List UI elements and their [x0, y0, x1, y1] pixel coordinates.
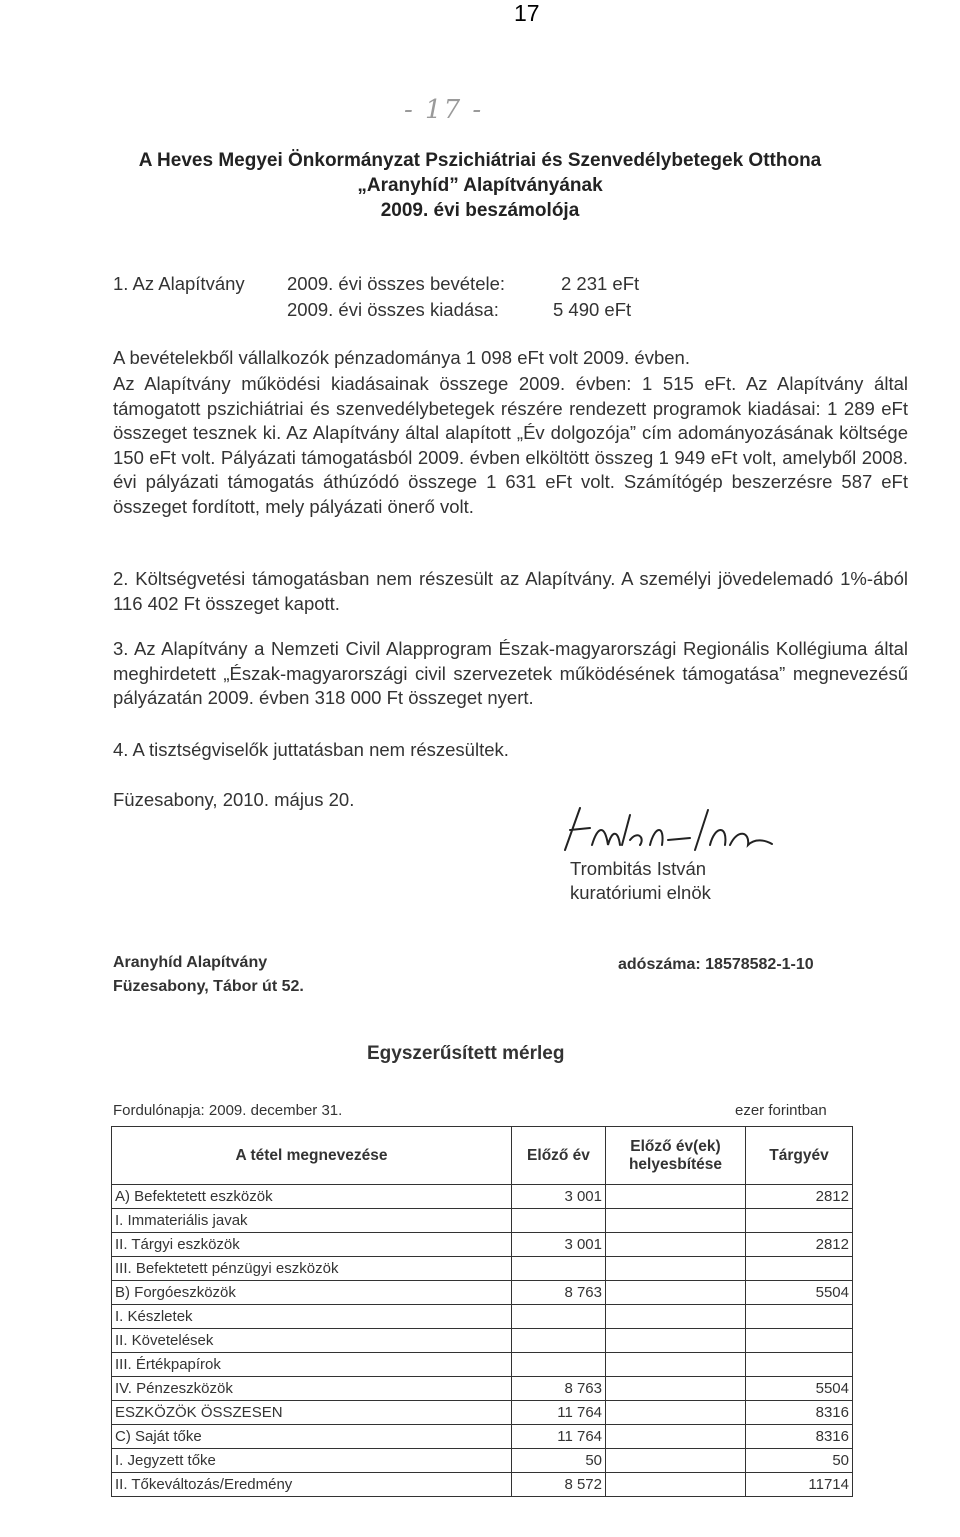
- row-correction: [606, 1281, 746, 1305]
- row-prev-year: 8 763: [512, 1281, 606, 1305]
- row-prev-year: [512, 1305, 606, 1329]
- section4-line: 4. A tisztségviselők juttatásban nem részesültek.: [113, 739, 509, 760]
- row-prev-year: 50: [512, 1449, 606, 1473]
- doc-title-line-3: 2009. évi beszámolója: [380, 200, 580, 221]
- row-correction: [606, 1329, 746, 1353]
- doc-title-line-2: „Aranyhíd” Alapítványának: [357, 175, 603, 196]
- row-label: III. Értékpapírok: [112, 1353, 512, 1377]
- header-correction: Előző év(ek) helyesbítése: [606, 1127, 746, 1185]
- row-prev-year: 8 572: [512, 1473, 606, 1497]
- row-prev-year: [512, 1209, 606, 1233]
- row-current-year: 11714: [746, 1473, 853, 1497]
- table-row: [112, 1233, 853, 1257]
- table-row: [112, 1449, 853, 1473]
- balance-title: Egyszerűsített mérleg: [367, 1043, 565, 1064]
- income-value: 2 231 eFt: [561, 273, 640, 294]
- row-current-year: 2812: [746, 1185, 853, 1209]
- row-label: I. Készletek: [112, 1305, 512, 1329]
- row-prev-year: 11 764: [512, 1401, 606, 1425]
- row-correction: [606, 1473, 746, 1497]
- row-label: C) Saját tőke: [112, 1425, 512, 1449]
- row-label: ESZKÖZÖK ÖSSZESEN: [112, 1401, 512, 1425]
- section3-paragraph: 3. Az Alapítvány a Nemzeti Civil Alapprogram Észak-magyarországi Regionális Kollégiuma által meghirdetett „Észak-magyarországi civil szervezetek működésének támogatása” megnevezésű pályázatán 2009. évben 318 000 Ft összeget nyert.: [113, 638, 908, 708]
- header-current-year: Tárgyév: [746, 1127, 853, 1185]
- row-prev-year: 3 001: [512, 1185, 606, 1209]
- table-row: [112, 1281, 853, 1305]
- table-header-row: [112, 1127, 853, 1185]
- row-current-year: [746, 1305, 853, 1329]
- row-prev-year: 8 763: [512, 1377, 606, 1401]
- balance-unit: ezer forintban: [735, 1102, 827, 1119]
- row-current-year: [746, 1257, 853, 1281]
- row-prev-year: [512, 1257, 606, 1281]
- row-current-year: 8316: [746, 1401, 853, 1425]
- handwritten-page-number: - 17 -: [404, 95, 484, 125]
- row-label: A) Befektetett eszközök: [112, 1185, 512, 1209]
- table-row: [112, 1257, 853, 1281]
- expense-value: 5 490 eFt: [553, 299, 632, 320]
- row-correction: [606, 1377, 746, 1401]
- row-correction: [606, 1449, 746, 1473]
- signer-name: Trombitás István: [570, 858, 707, 879]
- row-prev-year: 3 001: [512, 1233, 606, 1257]
- row-correction: [606, 1425, 746, 1449]
- row-current-year: 50: [746, 1449, 853, 1473]
- section1-paragraph: Az Alapítvány működési kiadásainak összege 2009. évben: 1 515 eFt. Az Alapítvány által támogatott pszichiátriai és szenvedélybetegek részére rendezett programok kiadásai: 1 289 eFt összeget tesznek ki. Az Alapítvány által alapított „Év dolgozója” cím adományozásának költsége 150 eFt volt. Pályázati támogatásból 2009. évben elköltött összeg 1 949 eFt volt, amelyből 2008. évi pályázati támogatás áthúzódó összege 1 631 eFt volt. Számítógép beszerzésre 587 eFt összeget fordított, mely pályázati önerő volt.: [113, 373, 908, 517]
- table-row: [112, 1329, 853, 1353]
- tax-number: adószáma: 18578582-1-10: [618, 956, 814, 973]
- row-correction: [606, 1209, 746, 1233]
- table-row: [112, 1353, 853, 1377]
- row-label: IV. Pénzeszközök: [112, 1377, 512, 1401]
- balance-table-body: [112, 1185, 853, 1497]
- header-item-name: A tétel megnevezése: [112, 1127, 512, 1185]
- row-correction: [606, 1257, 746, 1281]
- row-label: B) Forgóeszközök: [112, 1281, 512, 1305]
- org-name: Aranyhíd Alapítvány: [113, 954, 268, 971]
- table-row: [112, 1209, 853, 1233]
- row-label: III. Befektetett pénzügyi eszközök: [112, 1257, 512, 1281]
- row-prev-year: [512, 1353, 606, 1377]
- row-label: II. Tárgyi eszközök: [112, 1233, 512, 1257]
- section2-paragraph: 2. Költségvetési támogatásban nem részesült az Alapítvány. A személyi jövedelemadó 1%-ából 116 402 Ft összeget kapott.: [113, 568, 908, 614]
- signer-role: kuratóriumi elnök: [570, 882, 711, 903]
- balance-table: [111, 1126, 853, 1497]
- row-prev-year: [512, 1329, 606, 1353]
- row-current-year: [746, 1209, 853, 1233]
- table-row: [112, 1473, 853, 1497]
- row-correction: [606, 1185, 746, 1209]
- table-row: [112, 1377, 853, 1401]
- row-correction: [606, 1401, 746, 1425]
- row-current-year: 5504: [746, 1377, 853, 1401]
- balance-table-container: [111, 1126, 853, 1497]
- row-label: I. Jegyzett tőke: [112, 1449, 512, 1473]
- signature: [560, 800, 790, 865]
- row-prev-year: 11 764: [512, 1425, 606, 1449]
- donation-line: A bevételekből vállalkozók pénzadománya 1 098 eFt volt 2009. évben.: [113, 347, 690, 368]
- row-current-year: [746, 1329, 853, 1353]
- row-current-year: [746, 1353, 853, 1377]
- row-label: II. Tőkeváltozás/Eredmény: [112, 1473, 512, 1497]
- expense-label: 2009. évi összes kiadása:: [287, 299, 499, 320]
- balance-date: Fordulónapja: 2009. december 31.: [113, 1102, 343, 1119]
- income-label: 2009. évi összes bevétele:: [287, 273, 506, 294]
- header-prev-year: Előző év: [512, 1127, 606, 1185]
- row-correction: [606, 1233, 746, 1257]
- org-address: Füzesabony, Tábor út 52.: [113, 978, 304, 995]
- row-current-year: 8316: [746, 1425, 853, 1449]
- table-row: [112, 1425, 853, 1449]
- table-row: [112, 1305, 853, 1329]
- section1-label: 1. Az Alapítvány: [113, 273, 245, 294]
- row-current-year: 2812: [746, 1233, 853, 1257]
- row-label: I. Immateriális javak: [112, 1209, 512, 1233]
- table-row: [112, 1401, 853, 1425]
- table-row: [112, 1185, 853, 1209]
- row-correction: [606, 1353, 746, 1377]
- row-correction: [606, 1305, 746, 1329]
- row-label: II. Követelések: [112, 1329, 512, 1353]
- row-current-year: 5504: [746, 1281, 853, 1305]
- doc-title-line-1: A Heves Megyei Önkormányzat Pszichiátriai és Szenvedélybetegek Otthona: [138, 150, 822, 171]
- place-date: Füzesabony, 2010. május 20.: [113, 789, 355, 810]
- page-number: 17: [514, 0, 540, 26]
